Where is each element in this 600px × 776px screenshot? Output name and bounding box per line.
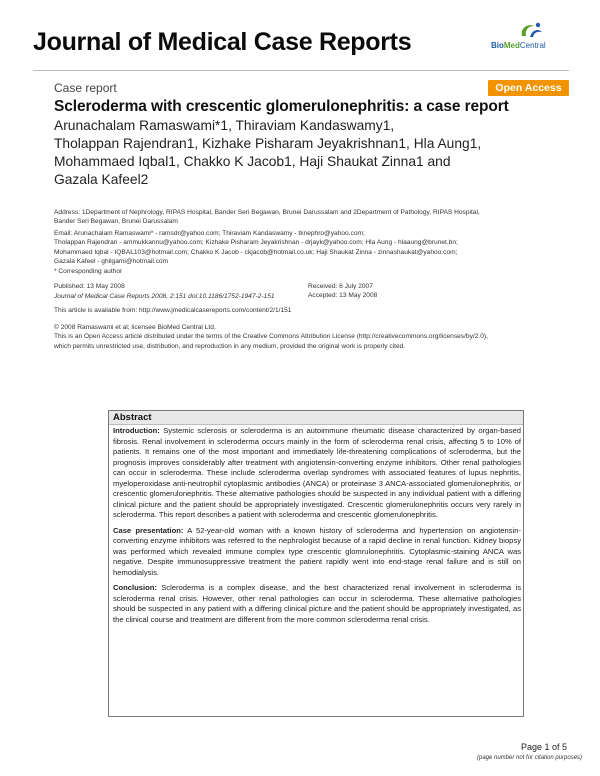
abstract-introduction xyxy=(113,426,521,521)
received-date: Received: 6 July 2007 xyxy=(308,283,373,290)
citation: Journal of Medical Case Reports 2008, 2:151 doi:10.1186/1752-1947-2-151 xyxy=(54,293,275,300)
page-number: Page 1 of 5 xyxy=(521,742,568,752)
page-number-note: (page number not for citation purposes) xyxy=(477,755,583,761)
logo-bio: Bio xyxy=(491,41,504,50)
authors-line: Mohammaed Iqbal1, Chakko K Jacob1, Haji Shaukat Zinna1 and xyxy=(54,154,451,169)
logo-central: Central xyxy=(519,41,546,50)
section-label: Conclusion: xyxy=(113,583,157,592)
authors-line: Tholappan Rajendran1, Kizhake Pisharam Jeyakrishnan1, Hla Aung1, xyxy=(54,136,482,151)
email-block xyxy=(54,229,574,276)
section-text: A 52-year-old woman with a known history of scleroderma and hypertension on angiotensin-converting enzyme inhibitors was referred to the nephrologist because of a rapid decline in renal function. Kidney biopsy was performed which revealed immune complex type crescentic glomrulonephritis. Cytoplasmic-staining ANCA was negative. Despite immunosuppressive treatment the patient rapidly went into end-stage renal failure and is still on hemodialysis. xyxy=(113,525,521,577)
open-access-badge[interactable]: Open Access xyxy=(488,80,569,96)
abstract-conclusion xyxy=(113,583,521,625)
corresponding-author-note: * Corresponding author xyxy=(54,267,123,275)
biomed-central-logo[interactable] xyxy=(491,41,546,50)
section-text: Systemic sclerosis or scleroderma is an autoimmune rheumatic disease characterized by organ-based fibrosis. Renal involvement in scleroderma occurs mainly in the form of scleroderma renal crisis, affecting 5 to 10% of patients. It remains one of the most important and immediately life-threatening complications of scleroderma, but the prognosis improves considerably after treatment with angiotensin-converting enzyme inhibitors. Other renal pathologies can occur in scleroderma. These include scleroderma overlap syndromes with associated features of lupus nephritis, myeloperoxidase anti-neutrophil cytoplasmic antibodies (ANCA) or proteinase 3 ANCA-associated glomerulonephritis, or crescentic glomerulonephritis. These alternative pathologies should be suspected in any individual patient with a differing clinical picture and the patient should be appropriately investigated. Crescentic glomerulonephritis occurs very rarely in scleroderma. This report describes a patient with scleroderma and crescentic glomerulonephritis. xyxy=(113,426,521,519)
email-line[interactable]: Mohammaed Iqbal - IQBAL103@hotmail.com; Chakko K Jacob - ckjacob@hotmail.co.uk; Haji Shaukat Zinna - zinnashaukat@yahoo.com; xyxy=(54,248,458,256)
address-line: Address: 1Department of Nephrology, RIPAS Hospital, Bander Seri Begawan, Brunei Darussalam and 2Department of Pathology, RIPAS Hospital, xyxy=(54,209,480,216)
author-list xyxy=(54,117,524,189)
abstract-case-presentation xyxy=(113,526,521,579)
address-block xyxy=(54,208,574,227)
section-text: Scleroderma is a complex disease, and the best characterized renal involvement in scleroderma is scleroderma renal crisis. However, other renal pathologies can occur in scleroderma. These alternative pathologies should be suspected in any patient with a differing clinical picture and the patient should be appropriately investigated, as the clinical course and treatment are different from the more common scleroderma renal crisis. xyxy=(113,583,521,624)
article-title: Scleroderma with crescentic glomerulonephritis: a case report xyxy=(54,98,509,115)
authors-line: Arunachalam Ramaswami*1, Thiraviam Kandaswamy1, xyxy=(54,118,395,133)
biomed-central-logo-icon xyxy=(516,20,546,42)
published-date: Published: 13 May 2008 xyxy=(54,283,125,290)
email-line[interactable]: Gazala Kafeel - ghilgami@hotmail.com xyxy=(54,258,169,266)
address-line: Bander Seri Begawan, Brunei Darussalam xyxy=(54,218,178,226)
article-url[interactable]: This article is available from: http://www.jmedicalcasereports.com/content/2/1/151 xyxy=(54,307,292,314)
copyright-block xyxy=(54,323,574,351)
section-label: Introduction: xyxy=(113,426,160,435)
copyright: © 2008 Ramaswami et al; licensee BioMed Central Ltd. xyxy=(54,324,216,331)
publication-info xyxy=(54,282,314,291)
section-label: Case presentation: xyxy=(113,525,184,535)
abstract-box xyxy=(108,410,524,717)
header-divider xyxy=(33,70,569,71)
license-line[interactable]: This is an Open Access article distributed under the terms of the Creative Commons Attribution License (http://creativecommons.org/licenses/by/2.0), xyxy=(54,333,488,341)
article-type-label: Case report xyxy=(54,81,117,95)
email-line[interactable]: Email: Arunachalam Ramaswami* - ramsdr@yahoo.com; Thiraviam Kandaswamy - tknephro@yahoo.com; xyxy=(54,230,365,237)
accepted-date: Accepted: 13 May 2008 xyxy=(308,292,378,299)
authors-line: Gazala Kafeel2 xyxy=(54,172,149,187)
journal-title: Journal of Medical Case Reports xyxy=(33,28,412,56)
abstract-body xyxy=(113,426,521,630)
logo-med: Med xyxy=(503,41,520,50)
license-line: which permits unrestricted use, distribution, and reproduction in any medium, provided the original work is properly cited. xyxy=(54,342,406,350)
email-line[interactable]: Tholappan Rajendran - ammukkannu@yahoo.com; Kizhake Pisharam Jeyakrishnan - drjayk@yahoo.com; Hla Aung - hlaaung@brunet.bn; xyxy=(54,239,458,247)
abstract-heading: Abstract xyxy=(109,411,523,425)
